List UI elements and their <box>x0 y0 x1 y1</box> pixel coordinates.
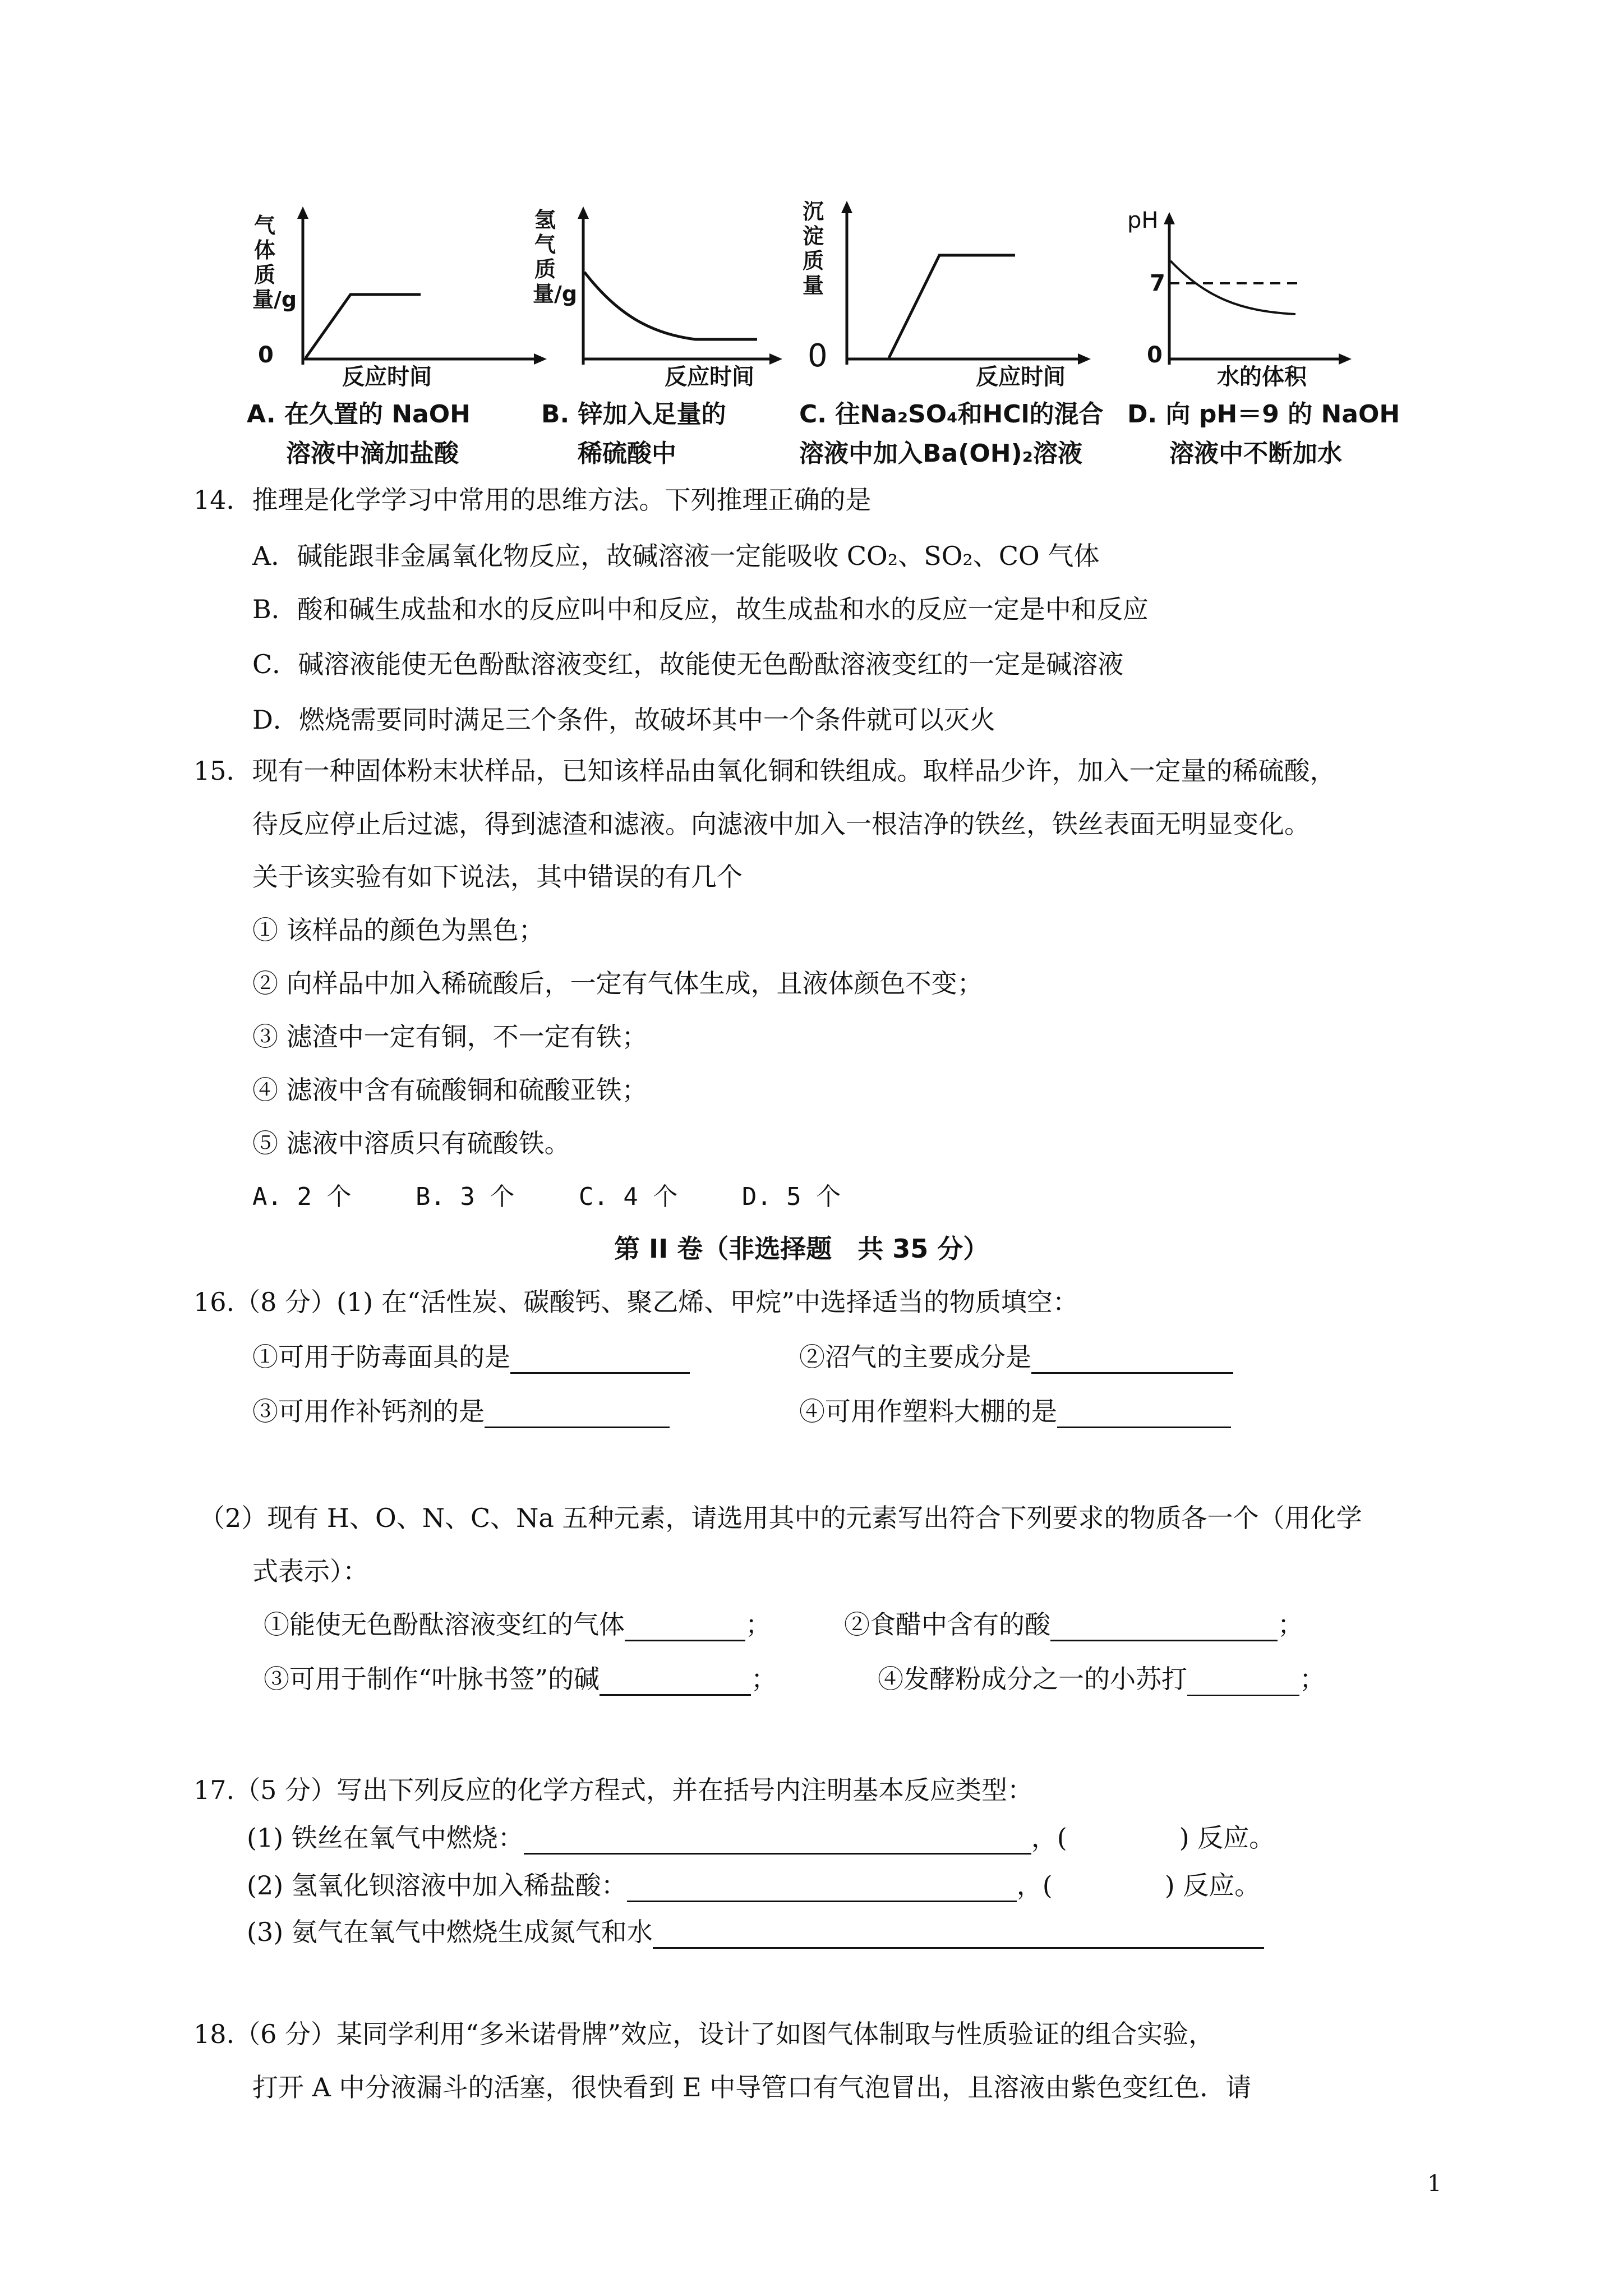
q16-part2-item-3 <box>264 1659 777 1696</box>
q17-reaction-3-label: (3) 氨气在氧气中燃烧生成氮气和水 <box>247 1917 653 1947</box>
q16-part2-item-1 <box>264 1604 771 1641</box>
q18-line-2: 打开 A 中分液漏斗的活塞，很快看到 E 中导管口有气泡冒出，且溶液由紫色变红色．请 <box>252 2072 1252 2102</box>
q16-part2-line-2: 式表示）： <box>252 1556 368 1586</box>
q17-reaction-2-label: (2) 氢氧化钡溶液中加入稀盐酸： <box>247 1870 627 1901</box>
q16-part2-item-1-blank[interactable] <box>625 1615 745 1641</box>
graph-b <box>533 202 785 370</box>
q14-option-b: B．酸和碱生成盐和水的反应叫中和反应，故生成盐和水的反应一定是中和反应 <box>252 594 1149 624</box>
graph-b-ylabel: 氢气质量/g <box>533 208 578 306</box>
graph-a-caption-2: 溶液中滴加盐酸 <box>286 439 459 468</box>
graph-d <box>1122 208 1357 370</box>
graph-d-caption-1: D. 向 pH＝9 的 NaOH <box>1127 400 1400 429</box>
q17-reaction-1 <box>247 1818 1275 1855</box>
graph-c-origin: 0 <box>808 338 828 374</box>
graph-b-xlabel: 反应时间 <box>665 364 754 390</box>
q16-item-3-blank[interactable] <box>485 1402 670 1428</box>
q16-part2-item-4-semicolon: ； <box>1299 1664 1325 1694</box>
q17-reaction-3-blank[interactable] <box>653 1922 1264 1949</box>
q16-part2-item-4-label: ④发酵粉成分之一的小苏打 <box>878 1664 1187 1694</box>
q17-reaction-1-equation-blank[interactable] <box>524 1828 1031 1855</box>
q16-part2-item-3-blank[interactable] <box>600 1669 751 1696</box>
q15-stem-2: 待反应停止后过滤，得到滤渣和滤液。向滤液中加入一根洁净的铁丝，铁丝表面无明显变化。 <box>252 809 1310 839</box>
q15-statement-1: ① 该样品的颜色为黑色； <box>252 915 545 945</box>
q14-stem: 14．推理是化学学习中常用的思维方法。下列推理正确的是 <box>193 485 872 515</box>
q16-part2-item-2 <box>844 1604 1303 1641</box>
q15-options: A. 2 个 B. 3 个 C. 4 个 D. 5 个 <box>252 1182 841 1211</box>
q14-option-a: A．碱能跟非金属氧化物反应，故碱溶液一定能吸收 CO₂、SO₂、CO 气体 <box>252 541 1100 571</box>
q16-part2-item-1-semicolon: ； <box>745 1609 771 1640</box>
q17-reaction-1-paren-open: ，( <box>1031 1823 1067 1853</box>
graph-b-caption-2: 稀硫酸中 <box>578 439 676 468</box>
graph-a-origin: 0 <box>258 342 274 368</box>
q17-reaction-1-type-blank[interactable] <box>1067 1830 1179 1855</box>
graph-a-caption-1: A. 在久置的 NaOH <box>247 400 471 429</box>
q14-option-c: C．碱溶液能使无色酚酞溶液变红，故能使无色酚酞溶液变红的一定是碱溶液 <box>252 649 1124 679</box>
graph-a-xlabel: 反应时间 <box>342 364 432 390</box>
q16-part2-item-4 <box>878 1659 1325 1696</box>
q17-reaction-2-equation-blank[interactable] <box>627 1876 1017 1902</box>
q15-stem-3: 关于该实验有如下说法，其中错误的有几个 <box>252 862 743 892</box>
graph-a-plot <box>236 202 550 370</box>
q16-item-3 <box>252 1391 670 1428</box>
graph-d-origin: 0 <box>1147 342 1163 368</box>
q16-item-1-label: ①可用于防毒面具的是 <box>252 1342 510 1372</box>
graph-a <box>236 202 550 370</box>
graph-d-xlabel: 水的体积 <box>1217 364 1307 390</box>
graph-c-ylabel: 沉淀质量 <box>802 199 824 298</box>
q16-item-4 <box>799 1391 1231 1428</box>
q16-part2-item-2-label: ②食醋中含有的酸 <box>844 1609 1050 1640</box>
q17-reaction-1-label: (1) 铁丝在氧气中燃烧： <box>247 1823 524 1853</box>
q17-reaction-1-paren-close: ) 反应。 <box>1179 1823 1275 1853</box>
graph-d-caption-2: 溶液中不断加水 <box>1169 439 1342 468</box>
q16-item-2-label: ②沼气的主要成分是 <box>799 1342 1031 1372</box>
q16-part2-line-1: （2）现有 H、O、N、C、Na 五种元素，请选用其中的元素写出符合下列要求的物质各一个（用化学 <box>199 1503 1362 1533</box>
q16-part2-item-3-semicolon: ； <box>751 1664 777 1694</box>
q16-part2-item-3-label: ③可用于制作“叶脉书签”的碱 <box>264 1664 600 1694</box>
section-title: 第 II 卷（非选择题 共 35 分） <box>614 1234 989 1264</box>
q16-item-2 <box>799 1337 1233 1374</box>
q16-item-1-blank[interactable] <box>510 1347 690 1374</box>
graph-b-caption-1: B. 锌加入足量的 <box>541 400 726 429</box>
graph-d-ylabel: pH <box>1127 208 1159 233</box>
q14-option-d: D．燃烧需要同时满足三个条件，故破坏其中一个条件就可以灭火 <box>252 705 995 735</box>
q16-item-2-blank[interactable] <box>1031 1347 1233 1374</box>
q15-statement-2: ② 向样品中加入稀硫酸后，一定有气体生成，且液体颜色不变； <box>252 968 983 999</box>
graph-c-plot <box>796 191 1099 370</box>
q15-stem-1: 15．现有一种固体粉末状样品，已知该样品由氧化铜和铁组成。取样品少许，加入一定量的稀硫酸， <box>193 756 1336 786</box>
q15-statement-3: ③ 滤渣中一定有铜，不一定有铁； <box>252 1022 648 1052</box>
q16-item-3-label: ③可用作补钙剂的是 <box>252 1396 485 1427</box>
graph-c <box>796 191 1099 374</box>
q17-reaction-2 <box>247 1865 1260 1902</box>
q17-reaction-2-paren-open: ，( <box>1016 1870 1053 1901</box>
q16-part2-item-1-label: ①能使无色酚酞溶液变红的气体 <box>264 1609 625 1640</box>
q17-reaction-2-type-blank[interactable] <box>1053 1878 1165 1902</box>
q17-stem: 17.（5 分）写出下列反应的化学方程式，并在括号内注明基本反应类型： <box>193 1775 1034 1805</box>
q16-part2-item-2-semicolon: ； <box>1278 1609 1303 1640</box>
q17-reaction-3 <box>247 1912 1264 1949</box>
q16-item-4-blank[interactable] <box>1057 1402 1231 1428</box>
page-number: 1 <box>1427 2171 1442 2197</box>
q16-item-1 <box>252 1337 690 1374</box>
graph-d-ytick: 7 <box>1150 270 1165 296</box>
q15-statement-4: ④ 滤液中含有硫酸铜和硫酸亚铁； <box>252 1075 648 1105</box>
graph-c-caption-1: C. 往Na₂SO₄和HCl的混合 <box>799 400 1104 429</box>
q16-part2-item-4-blank[interactable] <box>1187 1670 1299 1696</box>
graph-c-xlabel: 反应时间 <box>976 364 1066 390</box>
q18-line-1: 18.（6 分）某同学利用“多米诺骨牌”效应，设计了如图气体制取与性质验证的组合实验， <box>193 2019 1215 2049</box>
graph-c-caption-2: 溶液中加入Ba(OH)₂溶液 <box>799 439 1082 468</box>
graph-a-ylabel: 气体质量/g <box>252 213 297 312</box>
q16-stem: 16.（8 分）(1) 在“活性炭、碳酸钙、聚乙烯、甲烷”中选择适当的物质填空： <box>193 1287 1078 1317</box>
q15-statement-5: ⑤ 滤液中溶质只有硫酸铁。 <box>252 1128 570 1158</box>
q17-reaction-2-paren-close: ) 反应。 <box>1164 1870 1261 1901</box>
q16-part2-item-2-blank[interactable] <box>1050 1615 1278 1641</box>
q16-item-4-label: ④可用作塑料大棚的是 <box>799 1396 1057 1427</box>
